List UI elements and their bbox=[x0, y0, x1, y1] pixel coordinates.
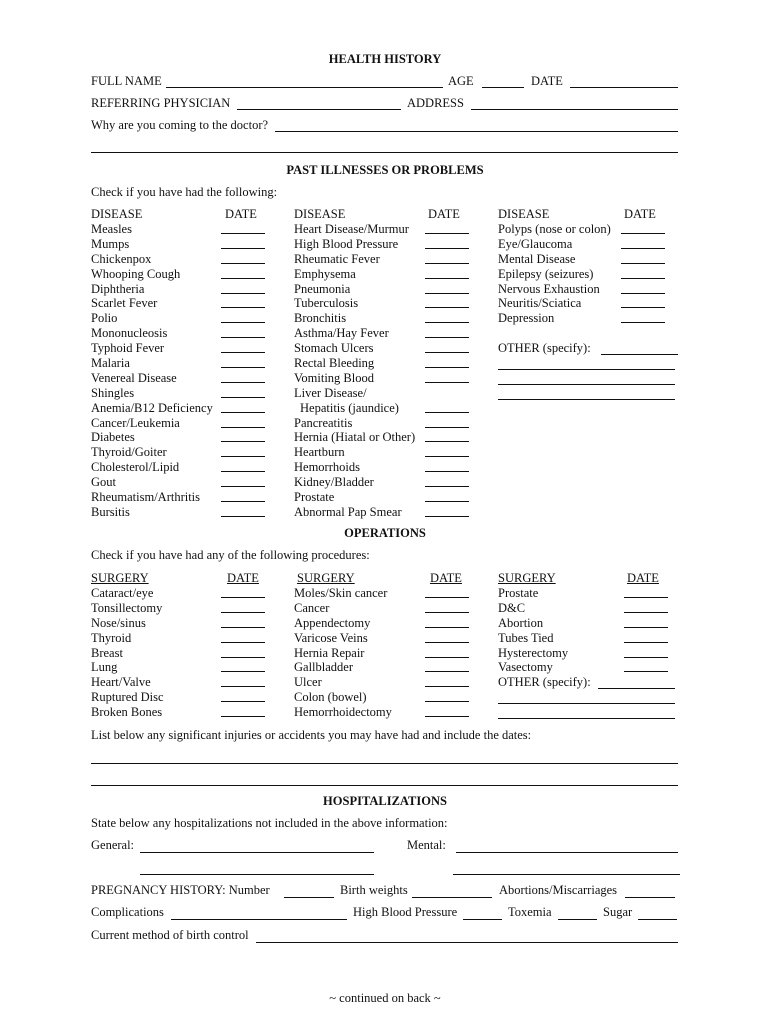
surgery-date-field[interactable] bbox=[624, 627, 668, 628]
illness-label: Nervous Exhaustion bbox=[498, 281, 600, 296]
past-illnesses-instruction: Check if you have had the following: bbox=[91, 185, 278, 199]
illness-date-field[interactable] bbox=[425, 352, 469, 353]
age-field[interactable] bbox=[482, 87, 524, 88]
illness-label: Hepatitis (jaundice) bbox=[300, 400, 399, 415]
surgery-label: Varicose Veins bbox=[294, 630, 368, 645]
surgery-row bbox=[498, 631, 678, 646]
illness-column-2 bbox=[294, 222, 469, 520]
address-label: ADDRESS bbox=[407, 96, 464, 110]
illness-date-field[interactable] bbox=[425, 516, 469, 517]
illness-row bbox=[91, 445, 266, 460]
surgery-date-field[interactable] bbox=[425, 612, 469, 613]
surgery-label: Moles/Skin cancer bbox=[294, 586, 388, 600]
surgery-label: Cancer bbox=[294, 600, 330, 615]
illness-row bbox=[294, 445, 469, 460]
surgery-date-field[interactable] bbox=[221, 686, 265, 687]
illness-label: Asthma/Hay Fever bbox=[294, 326, 389, 341]
illness-label: Polyps (nose or colon) bbox=[498, 222, 611, 236]
surgery-row bbox=[91, 705, 266, 720]
surgery-date-field[interactable] bbox=[221, 657, 265, 658]
birth-weights-label: Birth weights bbox=[340, 883, 408, 897]
surgery-label: Nose/sinus bbox=[91, 615, 146, 630]
surgery-date-field[interactable] bbox=[624, 671, 668, 672]
sugar-field[interactable] bbox=[638, 919, 677, 920]
illness-row bbox=[498, 222, 678, 237]
illness-row bbox=[91, 371, 266, 386]
illness-row bbox=[91, 505, 266, 520]
illness-column-3 bbox=[498, 222, 678, 326]
illness-label: Rectal Bleeding bbox=[294, 356, 375, 371]
illness-date-field[interactable] bbox=[221, 248, 265, 249]
illness-row bbox=[91, 296, 266, 311]
disease-col-header-3: DISEASE bbox=[498, 207, 550, 221]
abortions-label: Abortions/Miscarriages bbox=[499, 883, 618, 897]
illness-date-field[interactable] bbox=[221, 307, 265, 308]
illness-date-field[interactable] bbox=[221, 367, 265, 368]
illness-date-field[interactable] bbox=[425, 248, 469, 249]
illness-row bbox=[498, 311, 678, 326]
surgery-date-field[interactable] bbox=[425, 671, 469, 672]
injuries-line-2[interactable] bbox=[91, 785, 678, 786]
illness-row bbox=[294, 222, 469, 237]
illness-date-field[interactable] bbox=[221, 293, 265, 294]
illness-date-field[interactable] bbox=[621, 322, 665, 323]
illness-date-field[interactable] bbox=[621, 307, 665, 308]
complications-field[interactable] bbox=[171, 919, 347, 920]
illness-label: Malaria bbox=[91, 356, 130, 371]
illness-row bbox=[91, 326, 266, 341]
surgery-date-field[interactable] bbox=[221, 627, 265, 628]
complications-label: Complications bbox=[91, 905, 164, 919]
illness-date-field[interactable] bbox=[621, 263, 665, 264]
illness-date-field[interactable] bbox=[425, 367, 469, 368]
surgery-row bbox=[294, 586, 469, 601]
illness-row bbox=[91, 252, 266, 267]
illness-date-field[interactable] bbox=[425, 456, 469, 457]
illness-label: Scarlet Fever bbox=[91, 296, 158, 311]
illness-date-field[interactable] bbox=[221, 322, 265, 323]
surgery-column-3 bbox=[498, 586, 678, 675]
illness-other-label: OTHER (specify): bbox=[498, 341, 591, 355]
surgery-date-header-2: DATE bbox=[430, 571, 462, 585]
illness-label: Kidney/Bladder bbox=[294, 475, 374, 490]
illness-row bbox=[294, 475, 469, 490]
illness-date-field[interactable] bbox=[621, 293, 665, 294]
surgery-label: Tonsillectomy bbox=[91, 600, 163, 615]
illness-row bbox=[294, 416, 469, 431]
illness-row bbox=[91, 416, 266, 431]
illness-date-field[interactable] bbox=[221, 263, 265, 264]
toxemia-field[interactable] bbox=[558, 919, 597, 920]
illness-row bbox=[91, 282, 266, 297]
illness-row bbox=[91, 386, 266, 401]
illness-label: Stomach Ulcers bbox=[294, 341, 374, 356]
illness-date-field[interactable] bbox=[425, 278, 469, 279]
illness-label: Heart Disease/Murmur bbox=[294, 222, 409, 236]
illness-row bbox=[294, 326, 469, 341]
full-name-label: FULL NAME bbox=[91, 74, 162, 88]
age-label: AGE bbox=[448, 74, 474, 88]
illness-row bbox=[91, 430, 266, 445]
illness-row bbox=[91, 311, 266, 326]
hospitalizations-instruction: State below any hospitalizations not included in the above information: bbox=[91, 816, 448, 830]
surgery-row bbox=[294, 646, 469, 661]
illness-label: Cancer/Leukemia bbox=[91, 415, 180, 430]
general-field[interactable] bbox=[140, 852, 374, 853]
surgery-row bbox=[498, 616, 678, 631]
illness-date-field[interactable] bbox=[425, 412, 469, 413]
illness-label: Hernia (Hiatal or Other) bbox=[294, 430, 416, 445]
illness-label: Mononucleosis bbox=[91, 326, 168, 341]
illness-row bbox=[91, 222, 266, 237]
illness-date-field[interactable] bbox=[425, 337, 469, 338]
surgery-column-1 bbox=[91, 586, 266, 720]
surgery-row bbox=[91, 675, 266, 690]
surgery-label: Prostate bbox=[498, 586, 539, 600]
surgery-date-field[interactable] bbox=[624, 597, 668, 598]
illness-label: Vomiting Blood bbox=[294, 370, 374, 385]
illness-label: Neuritis/Sciatica bbox=[498, 296, 582, 311]
illness-row bbox=[91, 341, 266, 356]
surgery-date-field[interactable] bbox=[221, 597, 265, 598]
surgery-label: Heart/Valve bbox=[91, 675, 151, 690]
mental-field-line2[interactable] bbox=[453, 874, 680, 875]
illness-row bbox=[294, 490, 469, 505]
illness-label: Typhoid Fever bbox=[91, 341, 165, 356]
illness-row bbox=[294, 460, 469, 475]
surgery-date-field[interactable] bbox=[221, 642, 265, 643]
surgery-label: Abortion bbox=[498, 615, 544, 630]
surgery-label: Hernia Repair bbox=[294, 645, 365, 660]
surgery-label: Thyroid bbox=[91, 630, 132, 645]
mental-field[interactable] bbox=[456, 852, 678, 853]
surgery-date-field[interactable] bbox=[425, 597, 469, 598]
surgery-date-field[interactable] bbox=[624, 657, 668, 658]
illness-date-field[interactable] bbox=[221, 382, 265, 383]
illness-label: Heartburn bbox=[294, 445, 345, 460]
illness-row bbox=[294, 356, 469, 371]
high-bp-field[interactable] bbox=[463, 919, 502, 920]
illness-row bbox=[91, 401, 266, 416]
illness-date-field[interactable] bbox=[221, 501, 265, 502]
continued-footer: ~ continued on back ~ bbox=[329, 991, 441, 1005]
general-label: General: bbox=[91, 838, 135, 852]
surgery-row bbox=[91, 631, 266, 646]
surgery-date-field[interactable] bbox=[425, 642, 469, 643]
why-coming-label: Why are you coming to the doctor? bbox=[91, 118, 269, 132]
illness-date-field[interactable] bbox=[425, 322, 469, 323]
illness-row bbox=[91, 237, 266, 252]
surgery-date-field[interactable] bbox=[425, 716, 469, 717]
illness-row bbox=[294, 371, 469, 386]
illness-row bbox=[498, 282, 678, 297]
surgery-row bbox=[91, 690, 266, 705]
referring-physician-field[interactable] bbox=[237, 109, 401, 110]
illness-label: Mental Disease bbox=[498, 251, 576, 266]
illness-row bbox=[294, 505, 469, 520]
surgery-label: Appendectomy bbox=[294, 615, 371, 630]
illness-label: Rheumatism/Arthritis bbox=[91, 490, 201, 505]
illness-other-line-2[interactable] bbox=[498, 384, 675, 385]
high-bp-label: High Blood Pressure bbox=[353, 905, 458, 919]
illness-label: Pancreatitis bbox=[294, 415, 353, 430]
mental-label: Mental: bbox=[407, 838, 446, 852]
surgery-label: Lung bbox=[91, 660, 118, 675]
surgery-label: Tubes Tied bbox=[498, 630, 554, 645]
surgery-row bbox=[294, 705, 469, 720]
surgery-date-header-1: DATE bbox=[227, 571, 259, 585]
birth-weights-field[interactable] bbox=[412, 897, 492, 898]
injuries-instruction: List below any significant injuries or accidents you may have had and include the dates: bbox=[91, 728, 532, 742]
date-col-header-3: DATE bbox=[624, 207, 656, 221]
surgery-row bbox=[91, 660, 266, 675]
surgery-col-header-1: SURGERY bbox=[91, 571, 149, 585]
surgery-other-line-1[interactable] bbox=[498, 703, 675, 704]
injuries-line-1[interactable] bbox=[91, 763, 678, 764]
surgery-other-label: OTHER (specify): bbox=[498, 675, 591, 689]
illness-date-field[interactable] bbox=[425, 233, 469, 234]
illness-date-field[interactable] bbox=[221, 412, 265, 413]
illness-date-field[interactable] bbox=[425, 441, 469, 442]
illness-label: Emphysema bbox=[294, 266, 356, 281]
operations-instruction: Check if you have had any of the following procedures: bbox=[91, 548, 370, 562]
surgery-row bbox=[498, 660, 678, 675]
hospitalizations-heading: HOSPITALIZATIONS bbox=[323, 794, 447, 808]
surgery-row bbox=[294, 616, 469, 631]
illness-date-field[interactable] bbox=[621, 233, 665, 234]
operations-heading: OPERATIONS bbox=[344, 526, 426, 540]
full-name-field[interactable] bbox=[166, 87, 443, 88]
illness-row bbox=[498, 267, 678, 282]
surgery-label: Hysterectomy bbox=[498, 645, 569, 660]
illness-row bbox=[294, 341, 469, 356]
illness-other-line-3[interactable] bbox=[498, 399, 675, 400]
illness-label: Rheumatic Fever bbox=[294, 251, 380, 266]
surgery-row bbox=[498, 601, 678, 616]
illness-label: Hemorrhoids bbox=[294, 460, 360, 475]
illness-label: Cholesterol/Lipid bbox=[91, 460, 180, 475]
illness-label: Tuberculosis bbox=[294, 296, 359, 311]
surgery-label: Colon (bowel) bbox=[294, 690, 367, 705]
surgery-date-field[interactable] bbox=[425, 701, 469, 702]
illness-column-1 bbox=[91, 222, 266, 520]
illness-date-field[interactable] bbox=[221, 486, 265, 487]
birth-control-label: Current method of birth control bbox=[91, 928, 249, 942]
illness-label: Whooping Cough bbox=[91, 266, 181, 281]
general-field-line2[interactable] bbox=[140, 874, 374, 875]
disease-col-header-2: DISEASE bbox=[294, 207, 346, 221]
date-col-header-1: DATE bbox=[225, 207, 257, 221]
illness-date-field[interactable] bbox=[425, 263, 469, 264]
address-field[interactable] bbox=[471, 109, 678, 110]
surgery-date-header-3: DATE bbox=[627, 571, 659, 585]
illness-label: Epilepsy (seizures) bbox=[498, 266, 594, 281]
surgery-col-header-3: SURGERY bbox=[498, 571, 556, 585]
surgery-label: Vasectomy bbox=[498, 660, 553, 675]
surgery-label: Broken Bones bbox=[91, 705, 163, 720]
illness-date-field[interactable] bbox=[621, 278, 665, 279]
illness-date-field[interactable] bbox=[221, 441, 265, 442]
illness-date-field[interactable] bbox=[425, 307, 469, 308]
illness-row bbox=[294, 386, 469, 401]
illness-row bbox=[91, 475, 266, 490]
date-col-header-2: DATE bbox=[428, 207, 460, 221]
illness-date-field[interactable] bbox=[425, 501, 469, 502]
toxemia-label: Toxemia bbox=[508, 905, 552, 919]
date-field[interactable] bbox=[570, 87, 678, 88]
illness-date-field[interactable] bbox=[425, 427, 469, 428]
illness-row bbox=[294, 252, 469, 267]
illness-row bbox=[91, 267, 266, 282]
illness-label: Liver Disease/ bbox=[294, 385, 367, 400]
illness-row bbox=[91, 490, 266, 505]
illness-label: High Blood Pressure bbox=[294, 236, 399, 251]
page-title: HEALTH HISTORY bbox=[328, 52, 442, 66]
illness-label: Pneumonia bbox=[294, 281, 351, 296]
illness-label: Venereal Disease bbox=[91, 370, 177, 385]
surgery-label: D&C bbox=[498, 600, 526, 615]
surgery-row bbox=[498, 646, 678, 661]
surgery-date-field[interactable] bbox=[221, 716, 265, 717]
illness-label: Gout bbox=[91, 475, 116, 490]
illness-row bbox=[294, 296, 469, 311]
surgery-label: Ulcer bbox=[294, 675, 322, 690]
surgery-label: Ruptured Disc bbox=[91, 690, 164, 705]
surgery-col-header-2: SURGERY bbox=[297, 571, 355, 585]
illness-label: Abnormal Pap Smear bbox=[294, 504, 402, 519]
surgery-date-field[interactable] bbox=[624, 642, 668, 643]
disease-col-header-1: DISEASE bbox=[91, 207, 143, 221]
date-label: DATE bbox=[531, 74, 563, 88]
sugar-label: Sugar bbox=[603, 905, 633, 919]
surgery-date-field[interactable] bbox=[425, 627, 469, 628]
illness-row bbox=[294, 401, 469, 416]
illness-date-field[interactable] bbox=[221, 456, 265, 457]
illness-row bbox=[91, 460, 266, 475]
surgery-row bbox=[91, 586, 266, 601]
illness-date-field[interactable] bbox=[221, 397, 265, 398]
illness-date-field[interactable] bbox=[221, 352, 265, 353]
illness-date-field[interactable] bbox=[425, 382, 469, 383]
illness-label: Shingles bbox=[91, 385, 135, 400]
surgery-row bbox=[91, 601, 266, 616]
illness-label: Measles bbox=[91, 222, 132, 236]
illness-label: Anemia/B12 Deficiency bbox=[91, 400, 213, 415]
illness-label: Bursitis bbox=[91, 504, 130, 519]
past-illnesses-heading: PAST ILLNESSES OR PROBLEMS bbox=[286, 163, 484, 177]
surgery-label: Hemorrhoidectomy bbox=[294, 705, 392, 720]
illness-row bbox=[498, 296, 678, 311]
surgery-label: Gallbladder bbox=[294, 660, 354, 675]
illness-date-field[interactable] bbox=[425, 471, 469, 472]
illness-label: Prostate bbox=[294, 490, 335, 505]
surgery-row bbox=[294, 631, 469, 646]
surgery-row bbox=[294, 690, 469, 705]
why-coming-field-line2[interactable] bbox=[91, 152, 678, 153]
illness-date-field[interactable] bbox=[221, 278, 265, 279]
surgery-label: Cataract/eye bbox=[91, 586, 154, 600]
illness-label: Eye/Glaucoma bbox=[498, 236, 573, 251]
why-coming-field[interactable] bbox=[275, 131, 678, 132]
surgery-column-2 bbox=[294, 586, 469, 720]
illness-row bbox=[294, 237, 469, 252]
illness-date-field[interactable] bbox=[425, 293, 469, 294]
surgery-row bbox=[294, 675, 469, 690]
illness-date-field[interactable] bbox=[621, 248, 665, 249]
illness-row bbox=[294, 282, 469, 297]
illness-other-line-1[interactable] bbox=[498, 369, 675, 370]
pregnancy-number-field[interactable] bbox=[284, 897, 334, 898]
illness-date-field[interactable] bbox=[221, 516, 265, 517]
illness-other-field[interactable] bbox=[601, 354, 678, 355]
referring-physician-label: REFERRING PHYSICIAN bbox=[91, 96, 231, 110]
illness-row bbox=[91, 356, 266, 371]
illness-date-field[interactable] bbox=[221, 233, 265, 234]
illness-date-field[interactable] bbox=[221, 427, 265, 428]
illness-label: Mumps bbox=[91, 236, 130, 251]
surgery-other-field[interactable] bbox=[598, 688, 675, 689]
illness-label: Depression bbox=[498, 311, 555, 326]
illness-row bbox=[294, 267, 469, 282]
surgery-label: Breast bbox=[91, 645, 123, 660]
surgery-row bbox=[91, 646, 266, 661]
surgery-row bbox=[498, 586, 678, 601]
illness-row bbox=[294, 311, 469, 326]
surgery-row bbox=[294, 660, 469, 675]
illness-row bbox=[498, 237, 678, 252]
surgery-date-field[interactable] bbox=[221, 671, 265, 672]
illness-label: Diphtheria bbox=[91, 281, 145, 296]
surgery-date-field[interactable] bbox=[221, 612, 265, 613]
surgery-row bbox=[91, 616, 266, 631]
illness-date-field[interactable] bbox=[221, 471, 265, 472]
illness-date-field[interactable] bbox=[221, 337, 265, 338]
surgery-date-field[interactable] bbox=[221, 701, 265, 702]
illness-label: Polio bbox=[91, 311, 118, 326]
surgery-date-field[interactable] bbox=[425, 686, 469, 687]
illness-label: Chickenpox bbox=[91, 251, 152, 266]
illness-label: Thyroid/Goiter bbox=[91, 445, 167, 460]
illness-label: Diabetes bbox=[91, 430, 135, 445]
abortions-field[interactable] bbox=[625, 897, 675, 898]
surgery-date-field[interactable] bbox=[624, 612, 668, 613]
pregnancy-number-label: PREGNANCY HISTORY: Number bbox=[91, 883, 270, 897]
illness-row bbox=[294, 430, 469, 445]
birth-control-field[interactable] bbox=[256, 942, 678, 943]
surgery-date-field[interactable] bbox=[425, 657, 469, 658]
illness-row bbox=[498, 252, 678, 267]
illness-date-field[interactable] bbox=[425, 486, 469, 487]
illness-label: Bronchitis bbox=[294, 311, 347, 326]
surgery-other-line-2[interactable] bbox=[498, 718, 675, 719]
surgery-row bbox=[294, 601, 469, 616]
